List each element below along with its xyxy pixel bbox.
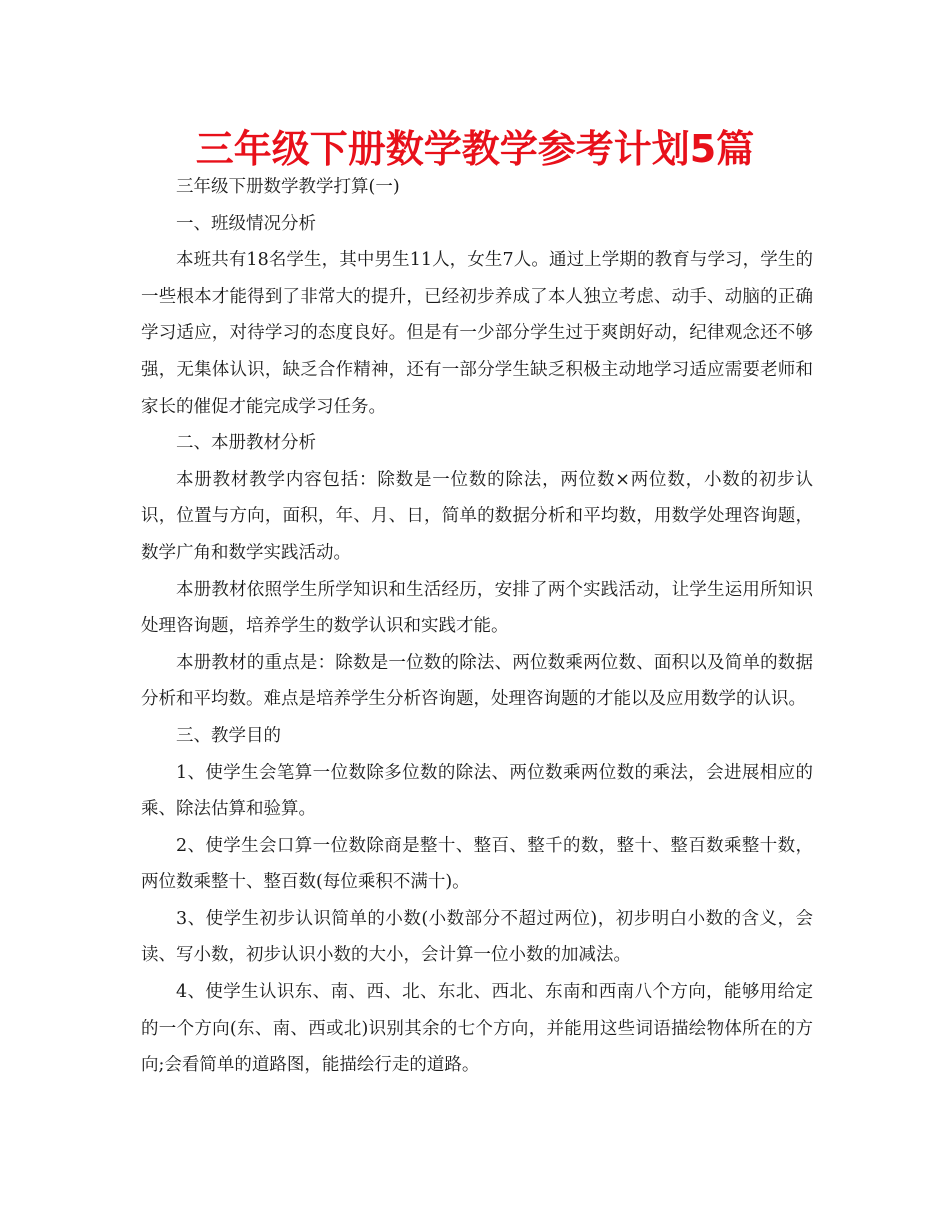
paragraph-textbook-content: 本册教材教学内容包括：除数是一位数的除法，两位数×两位数，小数的初步认识，位置与方向，面积，年、月、日，简单的数据分析和平均数，用数学处理咨询题，数学广角和数学实践活动。 bbox=[141, 469, 813, 563]
section-heading-teaching-goals: 三、教学目的 bbox=[176, 725, 281, 746]
section-heading-textbook-analysis: 二、本册教材分析 bbox=[176, 433, 316, 454]
paragraph-textbook-key-points: 本册教材的重点是：除数是一位数的除法、两位数乘两位数、面积以及简单的数据分析和平均数。难点是培养学生分析咨询题，处理咨询题的才能以及应用数学的认识。 bbox=[141, 652, 813, 710]
list-item-goal-3: 3、使学生初步认识简单的小数(小数部分不超过两位)，初步明白小数的含义，会读、写小数，初步认识小数的大小，会计算一位小数的加减法。 bbox=[141, 908, 813, 966]
document-title: 三年级下册数学教学参考计划5篇 bbox=[195, 127, 755, 171]
list-item-goal-1: 1、使学生会笔算一位数除多位数的除法、两位数乘两位数的乘法，会进展相应的乘、除法估算和验算。 bbox=[141, 762, 813, 820]
document-body bbox=[141, 169, 813, 1084]
paragraph-class-analysis: 本班共有18名学生，其中男生11人，女生7人。通过上学期的教育与学习，学生的一些根本才能得到了非常大的提升，已经初步养成了本人独立考虑、动手、动脑的正确学习适应，对待学习的态度良好。但是有一少部分学生过于爽朗好动，纪律观念还不够强，无集体认识，缺乏合作精神，还有一部分学生缺乏积极主动地学习适应需要老师和家长的催促才能完成学习任务。 bbox=[141, 250, 813, 417]
section-heading-class-analysis: 一、班级情况分析 bbox=[176, 213, 316, 234]
section-heading-plan-one: 三年级下册数学教学打算(一) bbox=[176, 177, 400, 197]
list-item-goal-4: 4、使学生认识东、南、西、北、东北、西北、东南和西南八个方向，能够用给定的一个方向(东、南、西或北)识别其余的七个方向，并能用这些词语描绘物体所在的方向;会看简单的道路图，能描绘行走的道路。 bbox=[141, 982, 813, 1076]
list-item-goal-2: 2、使学生会口算一位数除商是整十、整百、整千的数，整十、整百数乘整十数，两位数乘整十、整百数(每位乘积不满十)。 bbox=[141, 835, 813, 893]
paragraph-textbook-activities: 本册教材依照学生所学知识和生活经历，安排了两个实践活动，让学生运用所知识处理咨询题，培养学生的数学认识和实践才能。 bbox=[141, 579, 813, 637]
